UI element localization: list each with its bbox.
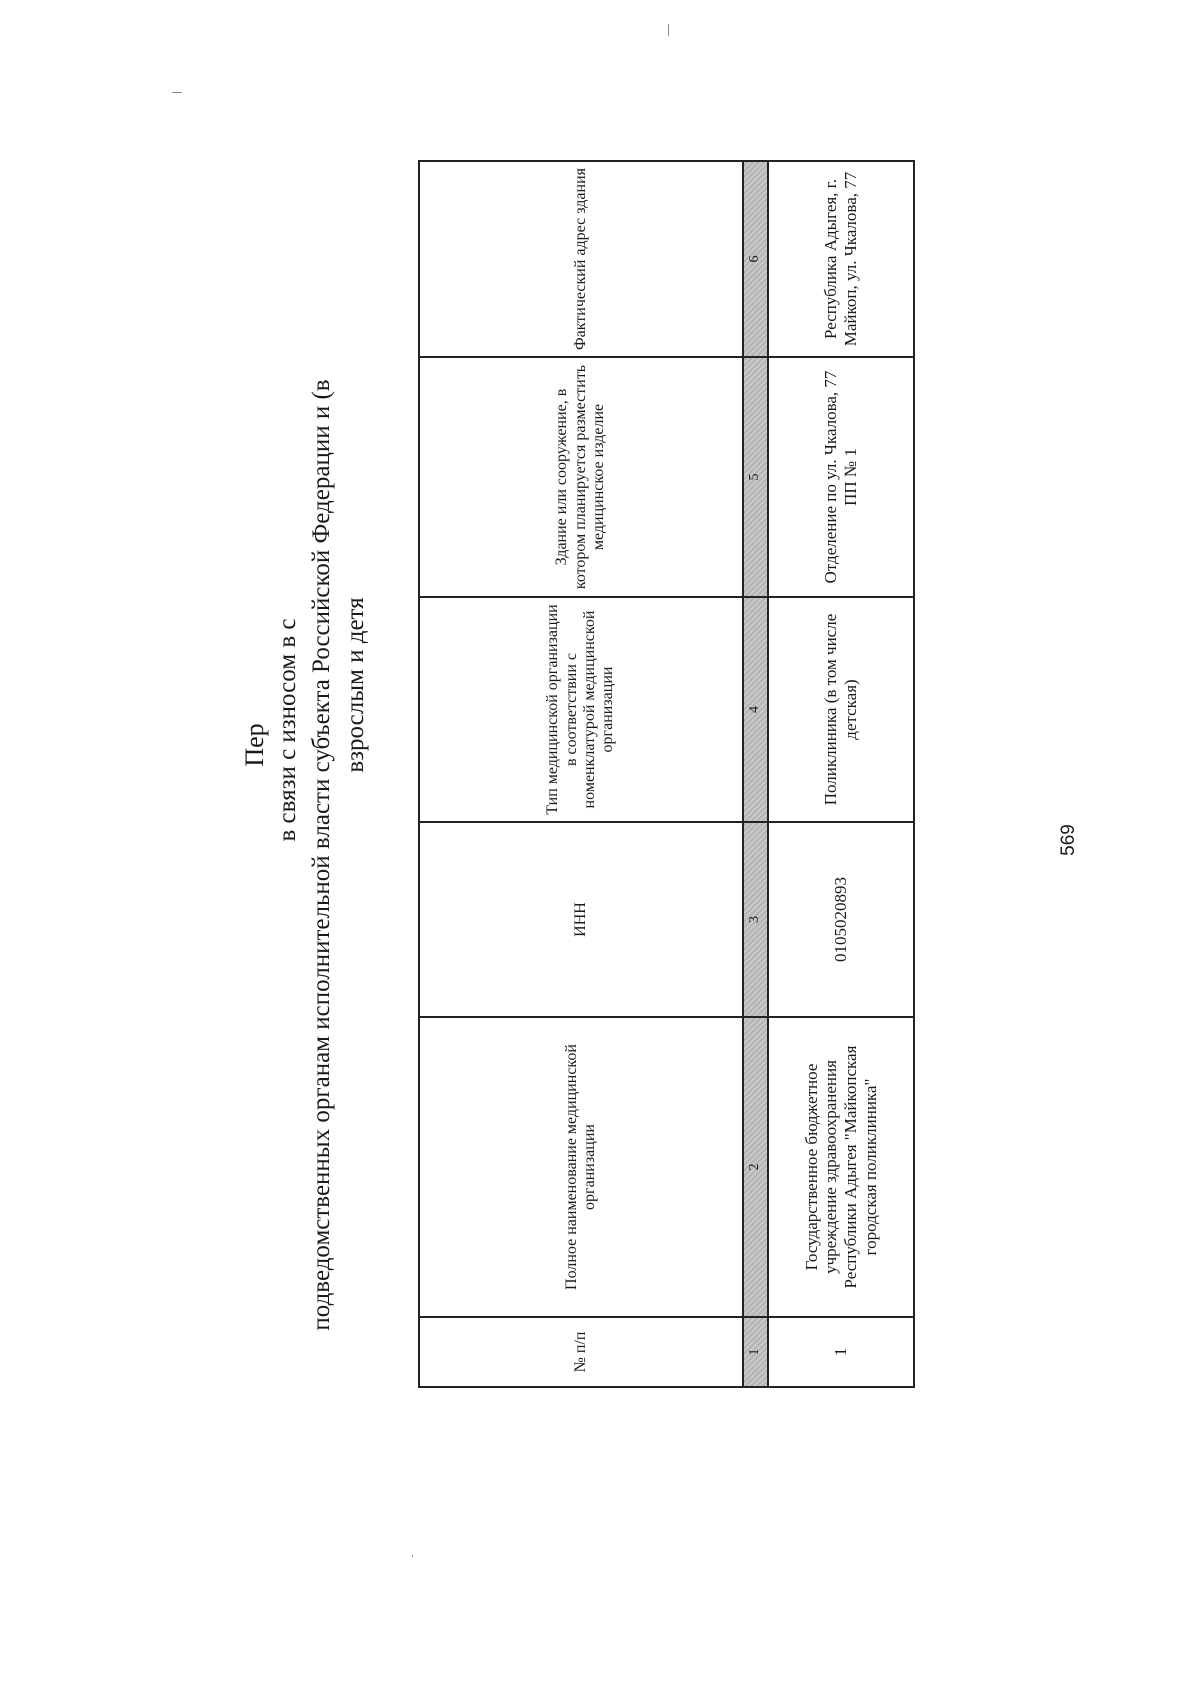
- column-number: 2: [743, 1017, 768, 1317]
- page-number: 569: [1058, 824, 1079, 856]
- column-number: 5: [743, 357, 768, 597]
- scan-speck: [412, 1555, 413, 1557]
- building-name: Отделение по ул. Чкалова, 77 ПП № 1: [768, 357, 914, 597]
- organization-inn: 0105020893: [768, 822, 914, 1017]
- column-number: 6: [743, 161, 768, 357]
- rotated-content: [230, 145, 950, 1545]
- column-number: 3: [743, 822, 768, 1017]
- row-number: 1: [768, 1317, 914, 1387]
- organization-name: Государственное бюджетное учреждение здравоохранения Республики Адыгея "Майкопская городская поликлиника": [768, 1017, 914, 1317]
- column-number-row: [743, 161, 768, 1387]
- column-header: ИНН: [419, 822, 743, 1017]
- title-line-4: взрослым и детя: [342, 597, 369, 773]
- title-line-2: в связи с износом в с: [274, 618, 301, 842]
- title-line-1: Пер: [240, 723, 269, 767]
- table-row: [768, 161, 914, 1387]
- medical-organizations-table: [418, 160, 915, 1388]
- table-header-row: [419, 161, 743, 1387]
- column-header: Полное наименование медицинской организации: [419, 1017, 743, 1317]
- column-header: № п/п: [419, 1317, 743, 1387]
- title-line-3: подведомственных органам исполнительной власти субъекта Российской Федерации и (в: [308, 379, 335, 1331]
- building-address: Республика Адыгея, г. Майкоп, ул. Чкалова, 77: [768, 161, 914, 357]
- column-header: Здание или сооружение, в котором планируется разместить медицинское изделие: [419, 357, 743, 597]
- column-header: Фактический адрес здания: [419, 161, 743, 357]
- scan-speck: [172, 92, 182, 93]
- scan-speck: [668, 24, 669, 36]
- column-header: Тип медицинской организации в соответствии с номенклатурой медицинской организации: [419, 597, 743, 822]
- column-number: 4: [743, 597, 768, 822]
- organization-type: Поликлиника (в том числе детская): [768, 597, 914, 822]
- column-number: 1: [743, 1317, 768, 1387]
